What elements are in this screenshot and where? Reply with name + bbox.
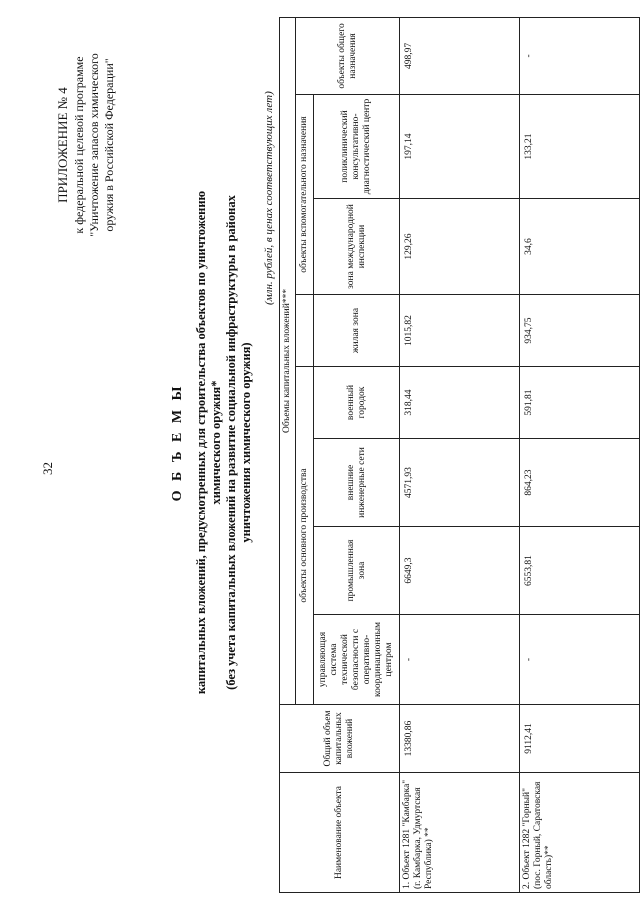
heading-line: химического оружия* — [209, 380, 223, 505]
row-residential: 934,75 — [520, 295, 640, 367]
header-military: военный городок — [314, 367, 400, 439]
row-general: 498,97 — [400, 17, 520, 94]
units-note: (млн. рублей, в ценах соответствующих лет) — [263, 91, 275, 305]
row-residential: 1015,82 — [400, 295, 520, 367]
row-networks: 4571,93 — [400, 439, 520, 527]
investment-table — [279, 17, 640, 893]
header-industrial: промышленная зона — [314, 527, 400, 615]
header-control-system: управляющая система технической безопасности с оперативно-координационным центром — [314, 615, 400, 705]
row-total: 9112,41 — [520, 705, 640, 773]
row-clinic: 133,21 — [520, 95, 640, 199]
heading-line: (без учета капитальных вложений на развитие социальной инфраструктуры в районах — [224, 195, 238, 690]
row-military: 591,81 — [520, 367, 640, 439]
header-aux-group: объекты вспомогательного назначения — [296, 95, 314, 295]
row-inspection: 129,26 — [400, 199, 520, 295]
appendix-line: "Уничтожение запасов химического — [87, 53, 101, 237]
header-main-group: объекты основного производства — [296, 367, 314, 705]
row-name: 2. Объект 1282 "Горный" (пос. Горный, Саратовская область)** — [520, 773, 640, 893]
row-total: 13380,86 — [400, 705, 520, 773]
header-clinic: поликлинический консультативно-диагностический центр — [314, 95, 400, 199]
header-total: Общий объем капитальных вложений — [280, 705, 400, 773]
heading-title: О Б Ъ Е М Ы — [170, 383, 185, 502]
appendix-line: к федеральной целевой программе — [72, 56, 86, 234]
appendix-title: ПРИЛОЖЕНИЕ № 4 — [55, 87, 70, 203]
heading-line: капитальных вложений, предусмотренных для строительства объектов по уничтожению — [194, 190, 208, 695]
appendix-line: оружия в Российской Федерации" — [102, 58, 116, 232]
table-row — [400, 17, 520, 892]
page-number: 32 — [40, 462, 55, 475]
heading-line: уничтожения химического оружия) — [239, 342, 253, 543]
header-general: объекты общего назначения — [296, 17, 400, 94]
header-inspection: зона международной инспекции — [314, 199, 400, 295]
header-name: Наименование объекта — [280, 773, 400, 893]
appendix-block — [55, 25, 117, 265]
document-heading — [170, 40, 254, 845]
row-industrial: 6553,81 — [520, 527, 640, 615]
row-networks: 864,23 — [520, 439, 640, 527]
header-volumes: Объемы капитальных вложений*** — [280, 17, 296, 704]
row-name: 1. Объект 1281 "Камбарка" (г. Камбарка, Удмуртская Республика) ** — [400, 773, 520, 893]
row-control: - — [520, 615, 640, 705]
row-military: 318,44 — [400, 367, 520, 439]
row-general: - — [520, 17, 640, 94]
header-networks: внешние инженерные сети — [314, 439, 400, 527]
header-residential: жилая зона — [314, 295, 400, 367]
header-blank — [296, 295, 314, 367]
row-industrial: 6649,3 — [400, 527, 520, 615]
table-row — [520, 17, 640, 892]
row-control: - — [400, 615, 520, 705]
row-clinic: 197,14 — [400, 95, 520, 199]
row-inspection: 34,6 — [520, 199, 640, 295]
